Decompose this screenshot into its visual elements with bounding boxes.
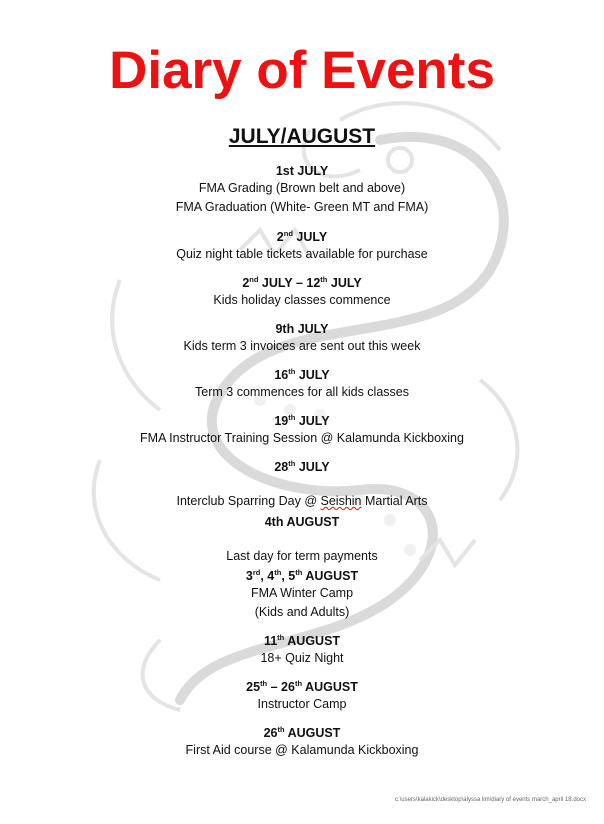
event-date: 28th JULY <box>274 458 330 474</box>
event-date: 26th AUGUST <box>263 724 341 740</box>
event-item <box>0 413 604 448</box>
event-date: 2nd JULY – 12th JULY <box>242 274 362 290</box>
event-date: 25th – 26th AUGUST <box>246 678 358 694</box>
event-line: FMA Winter Camp <box>250 586 354 600</box>
event-item <box>0 321 604 356</box>
event-line: Interclub Sparring Day @ Seishin Martial Arts <box>176 494 428 508</box>
event-item <box>0 229 604 264</box>
section-heading: JULY/AUGUST <box>228 125 376 148</box>
event-line: First Aid course @ Kalamunda Kickboxing <box>185 743 419 757</box>
event-item <box>0 568 604 622</box>
event-line: Term 3 commences for all kids classes <box>195 385 409 399</box>
event-date: 4th AUGUST <box>264 515 340 529</box>
event-item <box>0 275 604 310</box>
event-line: Last day for term payments <box>226 549 378 563</box>
event-date: 9th JULY <box>275 322 329 336</box>
event-line: 18+ Quiz Night <box>260 651 344 665</box>
file-path-footer: c:\users\kalakick\desktop\alyssa lim\diary of events march_april 18.docx <box>394 797 586 803</box>
event-line: Instructor Camp <box>257 697 347 711</box>
event-line: Quiz night table tickets available for purchase <box>176 247 428 261</box>
page-title: Diary of Events <box>109 41 495 100</box>
event-item <box>0 163 604 217</box>
event-date: 19th JULY <box>274 412 330 428</box>
event-line: FMA Instructor Training Session @ Kalamunda Kickboxing <box>140 431 464 445</box>
event-item <box>0 459 604 511</box>
event-date: 16th JULY <box>274 366 330 382</box>
event-item <box>0 725 604 760</box>
event-line: FMA Graduation (White- Green MT and FMA) <box>175 200 429 214</box>
event-line: Kids term 3 invoices are sent out this week <box>183 339 421 353</box>
event-date: 3rd, 4th, 5th AUGUST <box>245 567 359 583</box>
spellcheck-word: Seishin <box>320 494 362 508</box>
event-line: (Kids and Adults) <box>254 605 350 619</box>
event-item <box>0 367 604 402</box>
event-item <box>0 514 604 566</box>
event-date: 2nd JULY <box>276 228 328 244</box>
event-item <box>0 679 604 714</box>
event-date: 1st JULY <box>275 164 329 178</box>
event-item <box>0 633 604 668</box>
event-line: FMA Grading (Brown belt and above) <box>198 181 406 195</box>
event-date: 11th AUGUST <box>263 632 341 648</box>
event-line: Kids holiday classes commence <box>213 293 391 307</box>
